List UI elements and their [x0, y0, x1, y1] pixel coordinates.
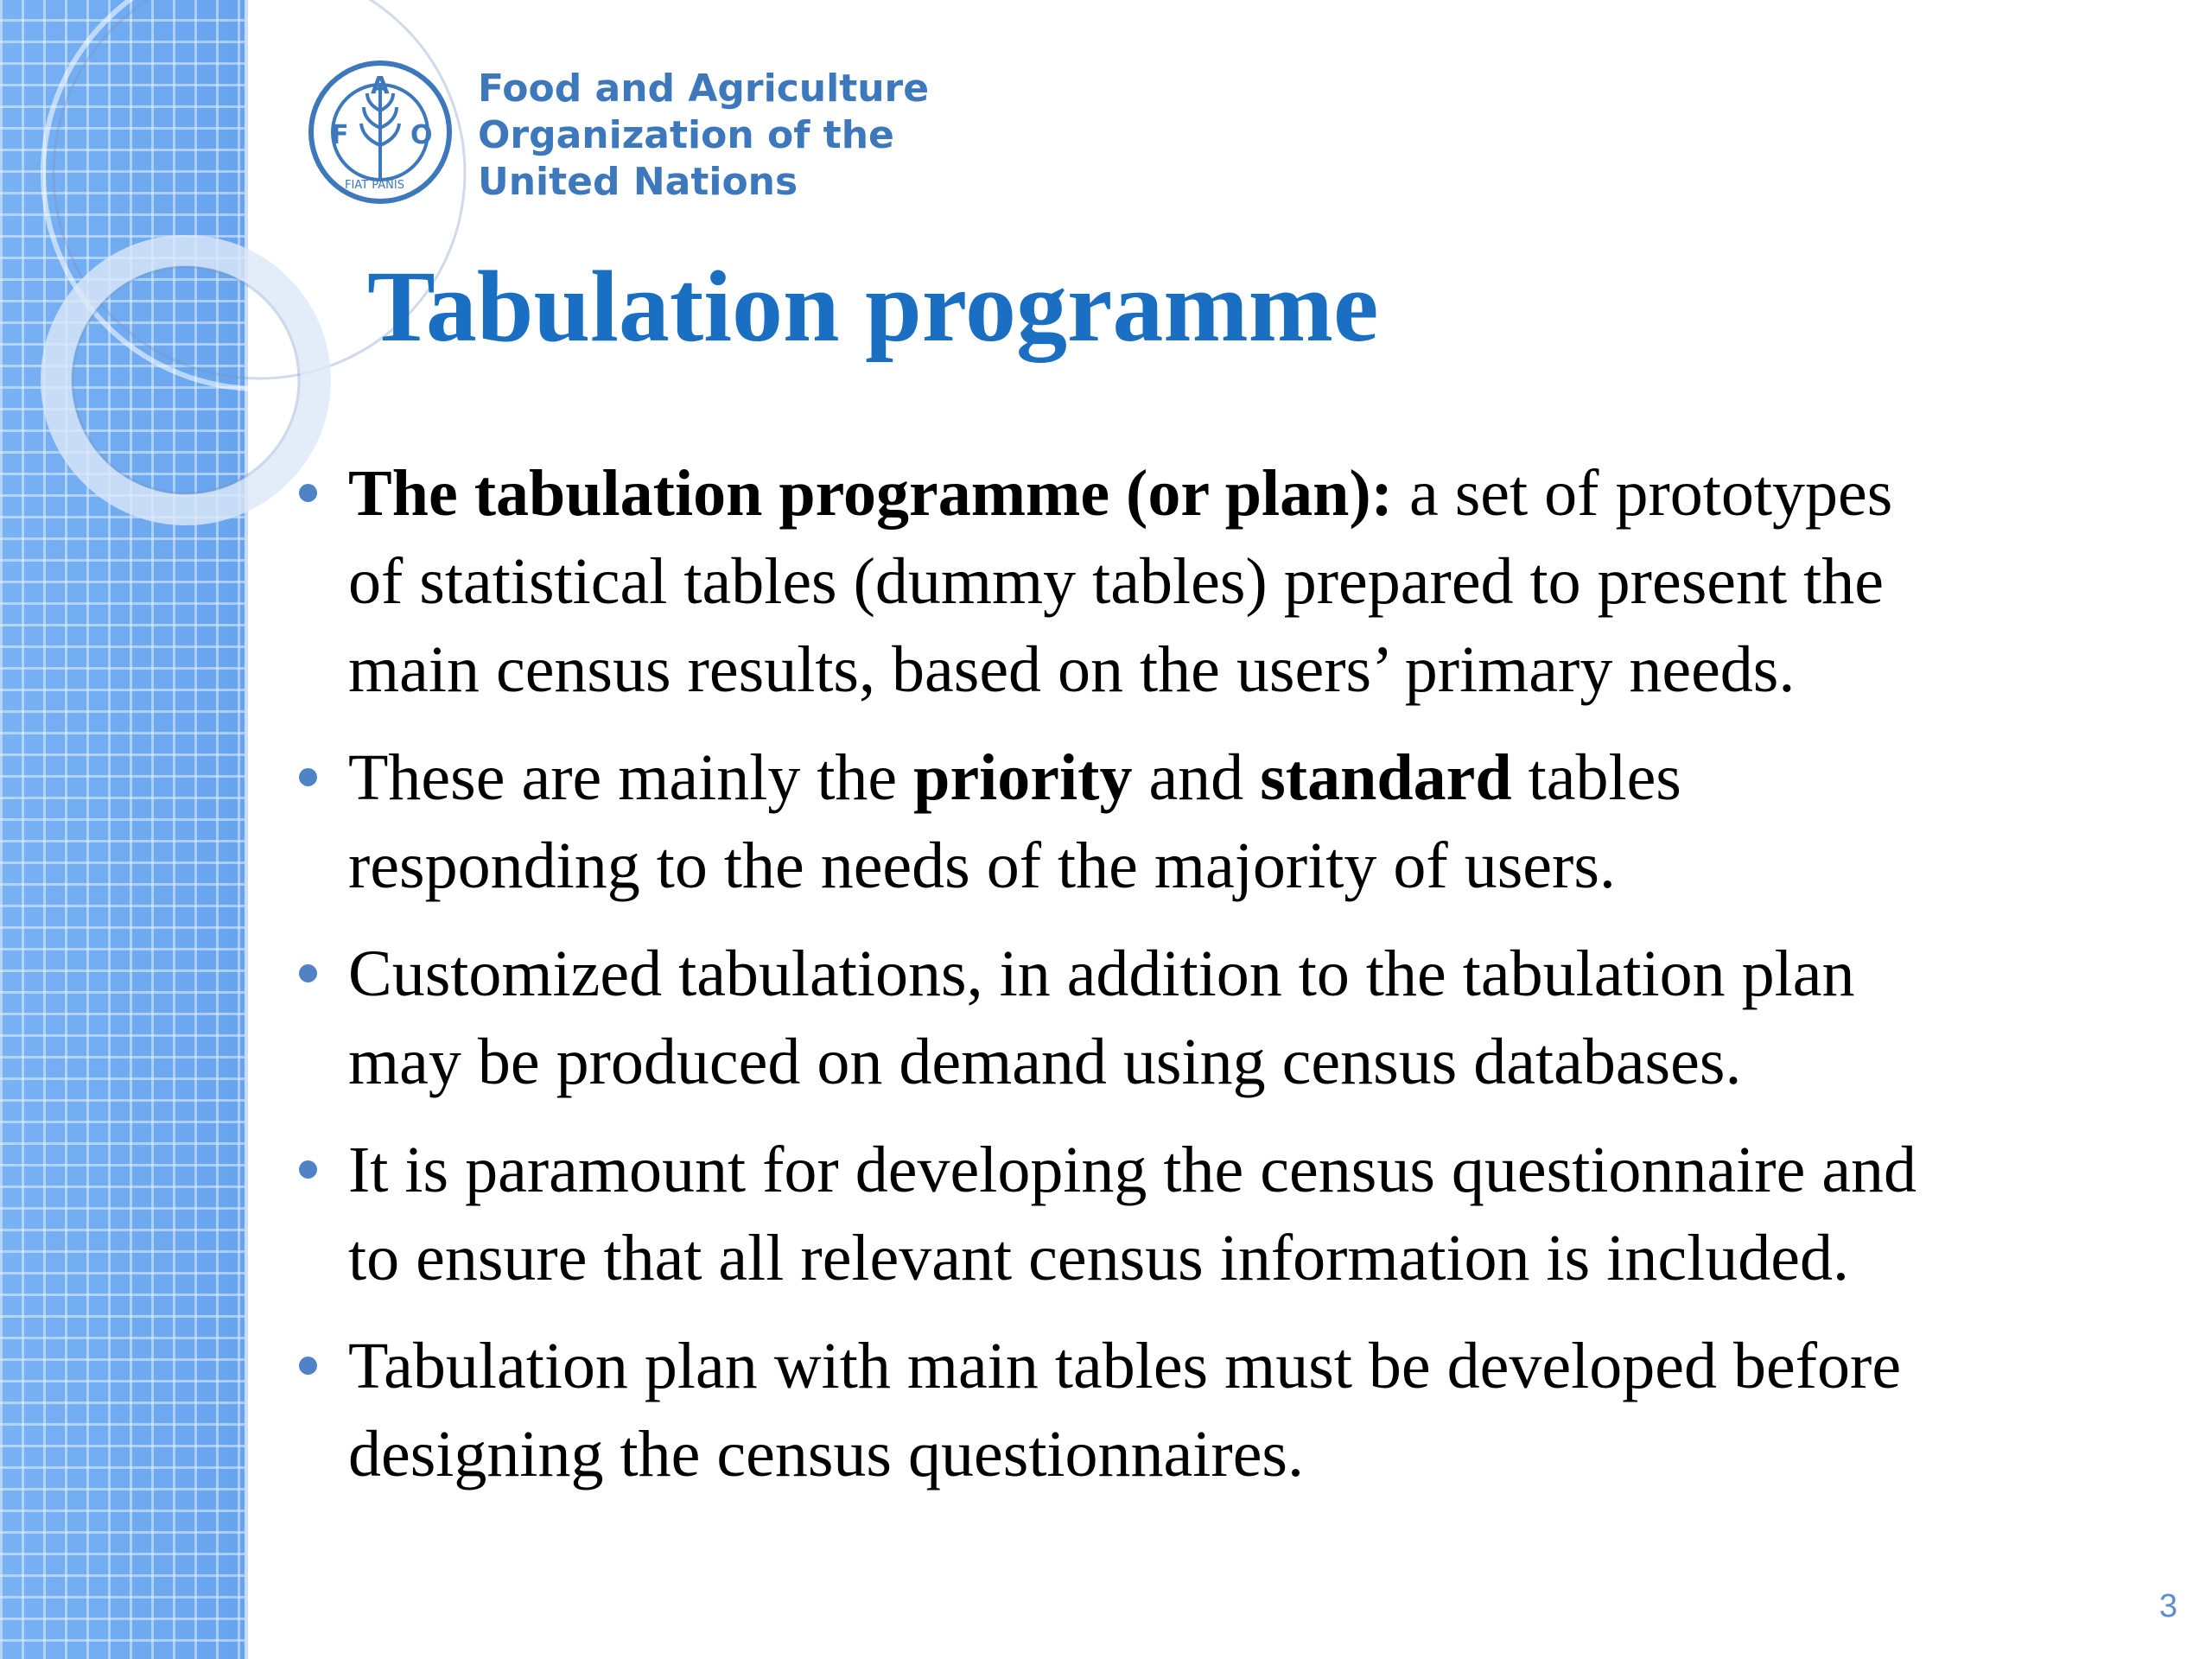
organization-name-line: Food and Agriculture	[478, 67, 930, 111]
bullet-dot-icon	[299, 964, 317, 982]
bullet-dot-icon	[299, 1357, 317, 1375]
bullet-dot-icon	[299, 1160, 317, 1179]
bullet-segment: and	[1132, 741, 1261, 814]
bullet-line	[348, 537, 2145, 626]
bullet-segment: to ensure that all relevant census information is included.	[348, 1222, 1849, 1294]
bullet-segment: responding to the needs of the majority of users.	[348, 830, 1616, 902]
bullet-text	[348, 1126, 2145, 1302]
bullet-item	[348, 930, 2145, 1106]
slide-title: Tabulation programme	[367, 250, 1379, 363]
bullet-segment: a set of prototypes	[1393, 457, 1893, 530]
bullet-segment: These are mainly the	[348, 741, 914, 814]
bullet-segment: main census results, based on the users’ primary needs.	[348, 633, 1796, 706]
organization-name	[478, 66, 929, 206]
bullet-line	[348, 626, 2145, 714]
logo-letter-a: A	[371, 71, 390, 99]
bullet-text	[348, 449, 2145, 714]
bullet-line	[348, 1214, 2145, 1302]
bullet-line	[348, 822, 2145, 910]
ring-arc	[56, 251, 315, 510]
bullet-item	[348, 1126, 2145, 1302]
bullet-line	[348, 930, 2145, 1018]
bullet-segment: Customized tabulations, in addition to the tabulation plan	[348, 938, 1855, 1010]
bullet-line	[348, 734, 2145, 822]
bullet-text	[348, 1322, 2145, 1498]
bullet-emphasis: priority	[913, 741, 1133, 814]
bullet-segment: tables	[1511, 741, 1681, 814]
bullet-line	[348, 1126, 2145, 1214]
bullet-emphasis: The tabulation programme (or plan):	[348, 457, 1393, 530]
bullet-text	[348, 734, 2145, 910]
bullet-segment: may be produced on demand using census databases.	[348, 1026, 1742, 1098]
bullet-list	[348, 449, 2145, 1518]
bullet-item	[348, 734, 2145, 910]
bullet-line	[348, 449, 2145, 537]
bullet-segment: It is paramount for developing the census questionnaire and	[348, 1134, 1917, 1206]
bullet-dot-icon	[299, 484, 317, 502]
fao-logo-icon	[307, 59, 454, 206]
bullet-line	[348, 1410, 2145, 1498]
bullet-segment: Tabulation plan with main tables must be developed before	[348, 1330, 1902, 1402]
logo-letter-o: O	[410, 120, 433, 150]
bullet-dot-icon	[299, 768, 317, 786]
logo-motto: FIAT PANIS	[345, 179, 404, 192]
bullet-item	[348, 1322, 2145, 1498]
bullet-line	[348, 1018, 2145, 1106]
page-number: 3	[2158, 1588, 2177, 1624]
ring-arc-inner-shadow	[73, 267, 299, 493]
bullet-segment: of statistical tables (dummy tables) prepared to present the	[348, 545, 1884, 618]
bullet-item	[348, 449, 2145, 714]
logo-letter-f: F	[331, 120, 349, 150]
bullet-emphasis: standard	[1260, 741, 1512, 814]
organization-name-line: Organization of the	[478, 113, 894, 157]
bullet-segment: designing the census questionnaires.	[348, 1418, 1305, 1491]
bullet-line	[348, 1322, 2145, 1410]
organization-name-line: United Nations	[478, 160, 798, 204]
bullet-text	[348, 930, 2145, 1106]
